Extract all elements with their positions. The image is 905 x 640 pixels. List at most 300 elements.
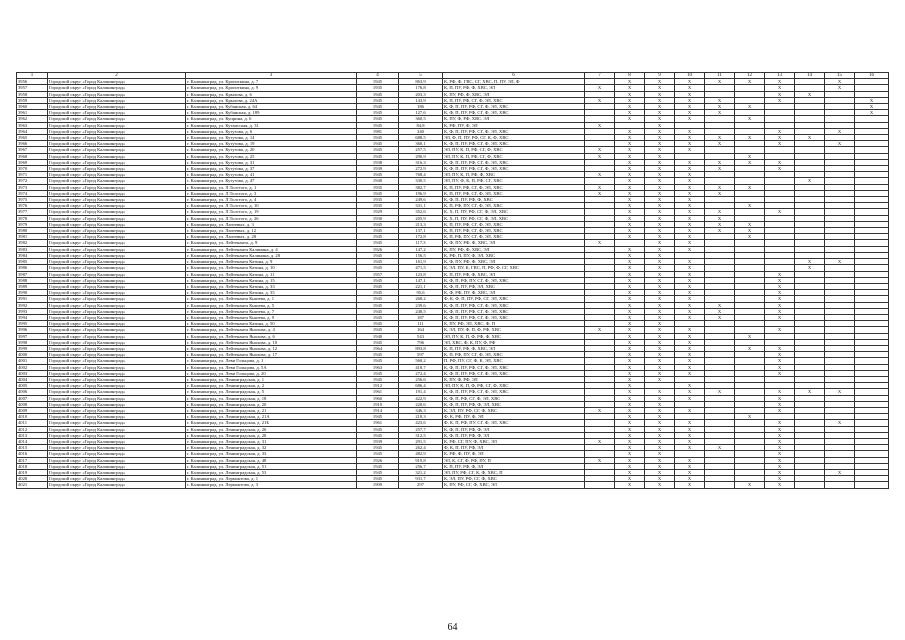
owner-cell: Городской округ «Город Калининград» <box>48 407 186 413</box>
year-cell: 1945 <box>357 228 399 234</box>
mark-cell: X <box>645 147 675 153</box>
year-cell: 1945 <box>357 296 399 302</box>
mark-cell: X <box>765 432 795 438</box>
owner-cell: Городской округ «Город Калининград» <box>48 482 186 488</box>
mark-cell: X <box>615 135 645 141</box>
mark-cell: X <box>615 228 645 234</box>
area-cell: 560,2 <box>399 358 443 364</box>
mark-cell: X <box>675 221 705 227</box>
year-cell: 1939 <box>357 438 399 444</box>
row-number: 3972 <box>17 178 48 184</box>
mark-cell: X <box>615 147 645 153</box>
year-cell: 1935 <box>357 197 399 203</box>
address-cell: г. Калининград, ул. Ленинградская, д. 48 <box>186 457 357 463</box>
owner-cell: Городской округ «Город Калининград» <box>48 283 186 289</box>
owner-cell: Городской округ «Город Калининград» <box>48 91 186 97</box>
owner-cell: Городской округ «Город Калининград» <box>48 228 186 234</box>
area-cell: 321,2 <box>399 470 443 476</box>
mark-cell: X <box>705 184 735 190</box>
mark-cell: X <box>615 376 645 382</box>
year-cell: 1945 <box>357 79 399 85</box>
works-cell: К, Ф, П, ПУ, РФ, СГ, Ф, ЭЛ, ХВС <box>443 308 585 314</box>
mark-cell: X <box>615 401 645 407</box>
address-cell: г. Калининград, ул. Ленинградская, д. 53 <box>186 470 357 476</box>
mark-cell: X <box>585 172 615 178</box>
mark-cell: X <box>645 345 675 351</box>
mark-cell: X <box>675 240 705 246</box>
mark-cell: X <box>705 302 735 308</box>
mark-cell: X <box>645 91 675 97</box>
mark-cell: X <box>675 296 705 302</box>
year-cell: 1945 <box>357 352 399 358</box>
works-cell: ЭЛ, ПУ, К, П, Ф, РФ, СГ, Ф, ХВС <box>443 383 585 389</box>
mark-cell: X <box>585 438 615 444</box>
mark-cell: X <box>645 252 675 258</box>
area-cell: 382,7 <box>399 184 443 190</box>
owner-cell: Городской округ «Город Калининград» <box>48 376 186 382</box>
column-header: 12 <box>735 73 765 79</box>
year-cell: 1945 <box>357 445 399 451</box>
area-cell: 205,9 <box>399 215 443 221</box>
mark-cell: X <box>765 85 795 91</box>
mark-cell: X <box>645 135 675 141</box>
area-cell: 164 <box>399 327 443 333</box>
address-cell: г. Калининград, ул. Лейтенанта Катина, д. 15 <box>186 277 357 283</box>
address-cell: г. Калининград, ул. Л.Толстого, д. 10 <box>186 203 357 209</box>
mark-cell: X <box>585 153 615 159</box>
year-cell: 1945 <box>357 463 399 469</box>
owner-cell: Городской округ «Город Калининград» <box>48 414 186 420</box>
mark-cell: X <box>705 159 735 165</box>
area-cell: 796 <box>399 339 443 345</box>
area-cell: 117,3 <box>399 240 443 246</box>
mark-cell: X <box>615 153 645 159</box>
year-cell: 1945 <box>357 252 399 258</box>
column-header: 16 <box>855 73 889 79</box>
area-cell: 919,8 <box>399 457 443 463</box>
row-number: 3976 <box>17 203 48 209</box>
address-cell: г. Калининград, ул. Лаптевых, д. 28 <box>186 234 357 240</box>
owner-cell: Городской округ «Город Калининград» <box>48 221 186 227</box>
mark-cell <box>825 482 855 488</box>
mark-cell: X <box>795 259 825 265</box>
address-cell: г. Калининград, ул. Лейтенанта Яналова, д. 10 <box>186 339 357 345</box>
mark-cell: X <box>735 104 765 110</box>
mark-cell: X <box>765 451 795 457</box>
mark-cell: X <box>705 135 735 141</box>
works-cell: К, РФ, П, ПУ, Ф, ЭЛ, ХВС <box>443 252 585 258</box>
mark-cell: X <box>615 116 645 122</box>
mark-cell: X <box>645 79 675 85</box>
works-cell: К, Ф, П, ПУ, РФ, СГ, Ф, ЭЛ, ХВС <box>443 314 585 320</box>
mark-cell: X <box>675 246 705 252</box>
mark-cell: X <box>645 457 675 463</box>
area-cell: 272,4 <box>399 370 443 376</box>
owner-cell: Городской округ «Город Калининград» <box>48 178 186 184</box>
mark-cell: X <box>645 259 675 265</box>
owner-cell: Городской округ «Город Калининград» <box>48 85 186 91</box>
row-number: 3989 <box>17 283 48 289</box>
mark-cell: X <box>615 314 645 320</box>
address-cell: г. Калининград, ул. Кутузова, д. 37 <box>186 166 357 172</box>
year-cell: 1945 <box>357 122 399 128</box>
mark-cell: X <box>615 277 645 283</box>
mark-cell: X <box>795 389 825 395</box>
mark-cell: X <box>735 135 765 141</box>
mark-cell: X <box>675 209 705 215</box>
owner-cell: Городской округ «Город Калининград» <box>48 135 186 141</box>
mark-cell: X <box>615 252 645 258</box>
owner-cell: Городской округ «Город Калининград» <box>48 116 186 122</box>
works-cell: К, П, ПУ, РФ, Ф, ХВС, ЭЛ <box>443 345 585 351</box>
owner-cell: Городской округ «Город Калининград» <box>48 327 186 333</box>
owner-cell: Городской округ «Город Калининград» <box>48 314 186 320</box>
area-cell: 111 <box>399 321 443 327</box>
year-cell: 1961 <box>357 389 399 395</box>
column-header: 6 <box>443 73 585 79</box>
row-number: 3992 <box>17 302 48 308</box>
works-cell: К, Х, П, ПУ, РФ, СГ, Ф, ЭЛ, ХВС <box>443 209 585 215</box>
row-number: 4016 <box>17 451 48 457</box>
owner-cell: Городской округ «Город Калининград» <box>48 246 186 252</box>
mark-cell: X <box>615 345 645 351</box>
row-number: 4019 <box>17 470 48 476</box>
mark-cell: X <box>675 184 705 190</box>
row-number: 3957 <box>17 85 48 91</box>
area-cell: 863,9 <box>399 79 443 85</box>
works-cell: К, Ф, П, ПУ, РФ, СГ, Ф, ЭЛ, ХВС <box>443 302 585 308</box>
works-cell: ЭЛ, ПУ, К, П, РФ, СГ, Ф, ХВС <box>443 153 585 159</box>
works-cell: К, ЭЛ, ПУ, РФ, СГ, Ф, ХВС <box>443 407 585 413</box>
mark-cell: X <box>765 370 795 376</box>
area-cell: 688,5 <box>399 135 443 141</box>
row-number: 4009 <box>17 407 48 413</box>
mark-cell: X <box>675 383 705 389</box>
mark-cell: X <box>645 476 675 482</box>
address-cell: г. Калининград, ул. Лермонтова, д. 1 <box>186 476 357 482</box>
address-cell: г. Калининград, ул. Ленинградская, д. 33 <box>186 451 357 457</box>
area-cell: 272,9 <box>399 166 443 172</box>
address-cell: г. Калининград, ул. Л.Толстого, д. 1 <box>186 184 357 190</box>
year-cell: 1945 <box>357 104 399 110</box>
area-cell: 422,9 <box>399 395 443 401</box>
mark-cell: X <box>765 457 795 463</box>
year-cell: 1961 <box>357 420 399 426</box>
mark-cell: X <box>825 141 855 147</box>
row-number: 3980 <box>17 228 48 234</box>
owner-cell: Городской округ «Город Калининград» <box>48 240 186 246</box>
year-cell: 1938 <box>357 159 399 165</box>
works-cell: К, Ф, П, ПУ, РФ, СГ, Ф, ЭЛ, ХВС <box>443 370 585 376</box>
mark-cell: X <box>645 339 675 345</box>
mark-cell: X <box>705 190 735 196</box>
mark-cell: X <box>765 302 795 308</box>
owner-cell: Городской округ «Город Калининград» <box>48 141 186 147</box>
address-cell: г. Калининград, ул. Лейтенанта Князева, д. 1 <box>186 296 357 302</box>
mark-cell: X <box>705 141 735 147</box>
mark-cell: X <box>615 370 645 376</box>
mark-cell: X <box>765 91 795 97</box>
owner-cell: Городской округ «Город Калининград» <box>48 296 186 302</box>
mark-cell: X <box>615 327 645 333</box>
mark-cell: X <box>615 296 645 302</box>
owner-cell: Городской округ «Город Калининград» <box>48 104 186 110</box>
mark-cell: X <box>675 79 705 85</box>
year-cell: 1945 <box>357 153 399 159</box>
mark-cell: X <box>645 159 675 165</box>
mark-cell: X <box>645 141 675 147</box>
page-number: 64 <box>447 622 458 633</box>
address-cell: г. Калининград, ул. Кубанская, д. 64 <box>186 104 357 110</box>
owner-cell: Городской округ «Город Калининград» <box>48 166 186 172</box>
mark-cell: X <box>585 85 615 91</box>
mark-cell: X <box>615 426 645 432</box>
mark-cell: X <box>615 358 645 364</box>
mark-cell: X <box>645 228 675 234</box>
address-cell: г. Калининград, ул. Лермонтова, д. 3 <box>186 482 357 488</box>
row-number: 3975 <box>17 197 48 203</box>
works-cell: Ф, К, РФ, ПУ, Ф, ЭЛ <box>443 414 585 420</box>
area-cell: 768,4 <box>399 172 443 178</box>
mark-cell: X <box>765 445 795 451</box>
works-cell: П, РФ, ПУ, СГ, Ф, К, ЭЛ, ХВС <box>443 358 585 364</box>
owner-cell: Городской округ «Город Калининград» <box>48 215 186 221</box>
mark-cell: X <box>705 166 735 172</box>
mark-cell: X <box>795 265 825 271</box>
area-cell: 257,7 <box>399 426 443 432</box>
mark-cell: X <box>705 97 735 103</box>
year-cell: 1945 <box>357 476 399 482</box>
area-cell: 291,5 <box>399 438 443 444</box>
mark-cell: X <box>675 104 705 110</box>
area-cell: 203,3 <box>399 91 443 97</box>
address-cell: г. Калининград, ул. Ленинградская, д. 32 <box>186 445 357 451</box>
area-cell: 257,5 <box>399 147 443 153</box>
works-cell: ЭЛ, Ф, П, ПУ, РФ, СГ, К, Ф, ХВС <box>443 135 585 141</box>
mark-cell: X <box>585 147 615 153</box>
mark-cell: X <box>675 128 705 134</box>
mark-cell: X <box>705 215 735 221</box>
year-cell: 1926 <box>357 457 399 463</box>
mark-cell: X <box>615 445 645 451</box>
row-number: 3997 <box>17 333 48 339</box>
owner-cell: Городской округ «Город Калининград» <box>48 97 186 103</box>
works-cell: К, Ф, ПУ, РФ, Ф, ХВС, ЭЛ <box>443 259 585 265</box>
mark-cell: X <box>615 451 645 457</box>
owner-cell: Городской округ «Город Калининград» <box>48 389 186 395</box>
mark-cell: X <box>645 426 675 432</box>
works-cell: К, ПУ, Ф, РФ, ХВС, ЭЛ <box>443 116 585 122</box>
year-cell: 1929 <box>357 209 399 215</box>
mark-cell: X <box>615 246 645 252</box>
year-cell: 1935 <box>357 184 399 190</box>
address-cell: г. Калининград, ул. Лейтенанта Катина, д. 9 <box>186 259 357 265</box>
row-number: 3967 <box>17 147 48 153</box>
mark-cell: X <box>765 470 795 476</box>
mark-cell: X <box>645 420 675 426</box>
owner-cell: Городской округ «Город Калининград» <box>48 339 186 345</box>
mark-cell: X <box>615 395 645 401</box>
mark-cell: X <box>615 203 645 209</box>
mark-cell: X <box>615 321 645 327</box>
mark-cell: X <box>765 401 795 407</box>
mark-cell: X <box>675 476 705 482</box>
row-number: 3968 <box>17 153 48 159</box>
works-cell: К, П, ПУ, РФ, СГ, Ф, ЭЛ, ХВС <box>443 190 585 196</box>
year-cell: 1945 <box>357 451 399 457</box>
column-header: 14 <box>795 73 825 79</box>
mark-cell: X <box>765 277 795 283</box>
address-cell: г. Калининград, ул. Кутузова, д. 41 <box>186 172 357 178</box>
row-number: 3982 <box>17 240 48 246</box>
area-cell: 147,1 <box>399 277 443 283</box>
mark-cell: X <box>675 135 705 141</box>
mark-cell: X <box>765 209 795 215</box>
row-number: 4014 <box>17 438 48 444</box>
year-cell: 1945 <box>357 302 399 308</box>
column-header: 15 <box>825 73 855 79</box>
mark-cell: X <box>825 470 855 476</box>
year-cell: 1945 <box>357 327 399 333</box>
row-number: 3999 <box>17 345 48 351</box>
mark-cell: X <box>705 110 735 116</box>
area-cell: 161,9 <box>399 259 443 265</box>
mark-cell: X <box>735 116 765 122</box>
mark-cell: X <box>615 333 645 339</box>
mark-cell: X <box>855 97 889 103</box>
row-number: 4015 <box>17 445 48 451</box>
mark-cell: X <box>705 314 735 320</box>
year-cell: 1930 <box>357 215 399 221</box>
row-number: 3963 <box>17 122 48 128</box>
mark-cell: X <box>735 153 765 159</box>
mark-cell: X <box>765 135 795 141</box>
owner-cell: Городской округ «Город Калининград» <box>48 420 186 426</box>
mark-cell: X <box>765 463 795 469</box>
mark-cell: X <box>735 345 765 351</box>
year-cell: 1945 <box>357 240 399 246</box>
area-cell: 931,7 <box>399 476 443 482</box>
mark-cell: X <box>825 85 855 91</box>
owner-cell: Городской округ «Город Калининград» <box>48 277 186 283</box>
mark-cell: X <box>765 128 795 134</box>
column-header: 4 <box>357 73 399 79</box>
address-cell: г. Калининград, ул. Лейтенанта, д. 9 <box>186 240 357 246</box>
row-number: 3961 <box>17 110 48 116</box>
row-number: 3977 <box>17 209 48 215</box>
works-cell: К, ПУ, РФ, СГ, Ф, ХВС, ЭЛ <box>443 482 585 488</box>
owner-cell: Городской округ «Город Калининград» <box>48 370 186 376</box>
works-cell: К, Ф, П, ПУ, РФ, СГ, Ф, ЭЛ, ХВС <box>443 364 585 370</box>
area-cell: 186 <box>399 104 443 110</box>
area-cell: 176,8 <box>399 85 443 91</box>
mark-cell: X <box>825 259 855 265</box>
year-cell: 1945 <box>357 172 399 178</box>
mark-cell: X <box>585 240 615 246</box>
mark-cell: X <box>645 407 675 413</box>
address-cell: г. Калининград, ул. Ленинградская, д. 21 <box>186 407 357 413</box>
mark-cell: X <box>645 240 675 246</box>
mark-cell: X <box>645 172 675 178</box>
works-cell: К, Ф, П, ПУ, РФ, СГ, Ф, ЭЛ, ХВС <box>443 110 585 116</box>
mark-cell: X <box>645 153 675 159</box>
mark-cell: X <box>645 104 675 110</box>
mark-cell: X <box>645 215 675 221</box>
mark-cell: X <box>615 389 645 395</box>
mark-cell: X <box>615 141 645 147</box>
mark-cell: X <box>645 265 675 271</box>
works-cell: К, Ф, П, ПУ, РФ, СГ, Ф, ЭЛ, ХВС <box>443 389 585 395</box>
mark-cell: X <box>675 308 705 314</box>
year-cell: 1945 <box>357 141 399 147</box>
mark-cell: X <box>735 414 765 420</box>
mark-cell: X <box>765 482 795 488</box>
mark-cell: X <box>705 228 735 234</box>
works-cell: К, П, ПУ, РФ, Ф, ХВС, ЭЛ <box>443 271 585 277</box>
mark-cell: X <box>645 116 675 122</box>
mark-cell: X <box>855 110 889 116</box>
area-cell: 352,6 <box>399 209 443 215</box>
mark-cell: X <box>675 265 705 271</box>
mark-cell: X <box>705 389 735 395</box>
mark-cell: X <box>615 352 645 358</box>
row-number: 3970 <box>17 166 48 172</box>
mark-cell <box>795 482 825 488</box>
row-number: 3985 <box>17 259 48 265</box>
address-cell: г. Калининград, ул. Ленинградская, д. 18 <box>186 395 357 401</box>
mark-cell: X <box>795 91 825 97</box>
mark-cell: X <box>675 364 705 370</box>
works-cell: К, Ф, РФ, ПУ, Ф, ХВС, ЭЛ <box>443 290 585 296</box>
year-cell: 1981 <box>357 128 399 134</box>
works-cell: К, РФ, Ф, ПУ, Ф, ЭЛ <box>443 451 585 457</box>
mark-cell: X <box>585 327 615 333</box>
works-cell: Ф, К, Ф, П, ПУ, РФ, СГ, ЭЛ, ХВС <box>443 296 585 302</box>
mark-cell: X <box>645 370 675 376</box>
mark-cell: X <box>825 128 855 134</box>
column-header: 1 <box>17 73 48 79</box>
mark-cell: X <box>675 110 705 116</box>
owner-cell: Городской округ «Город Калининград» <box>48 426 186 432</box>
mark-cell: X <box>645 234 675 240</box>
works-cell: К, Ф, П, РФ, ПУ, СГ, Ф, ЭЛ, ХВС <box>443 277 585 283</box>
works-cell: Ф, К, П, РФ, ПУ, СГ, Ф, ЭЛ, ХВС <box>443 420 585 426</box>
owner-cell: Городской округ «Город Калининград» <box>48 190 186 196</box>
works-cell: К, Ф, П, ПУ, РФ, Ф, ЭЛ, ХВС <box>443 401 585 407</box>
mark-cell: X <box>735 221 765 227</box>
year-cell: 1935 <box>357 85 399 91</box>
owner-cell: Городской округ «Город Калининград» <box>48 432 186 438</box>
mark-cell: X <box>675 215 705 221</box>
owner-cell: Городской округ «Город Калининград» <box>48 172 186 178</box>
mark-cell: X <box>615 383 645 389</box>
mark-cell: X <box>645 364 675 370</box>
works-cell: К, Х, П, ПУ, РФ, СГ, Ф, ЭЛ, ХВС <box>443 215 585 221</box>
row-number: 3973 <box>17 184 48 190</box>
column-header: 8 <box>615 73 645 79</box>
mark-cell: X <box>645 463 675 469</box>
mark-cell: X <box>645 110 675 116</box>
mark-cell: X <box>675 203 705 209</box>
mark-cell: X <box>615 209 645 215</box>
area-cell: 418,7 <box>399 364 443 370</box>
address-cell: г. Калининград, ул. Лаптевых, д. 3 <box>186 221 357 227</box>
year-cell: 1945 <box>357 470 399 476</box>
row-number: 3962 <box>17 116 48 122</box>
area-cell: 256,6 <box>399 376 443 382</box>
mark-cell: X <box>675 166 705 172</box>
mark-cell: X <box>675 345 705 351</box>
